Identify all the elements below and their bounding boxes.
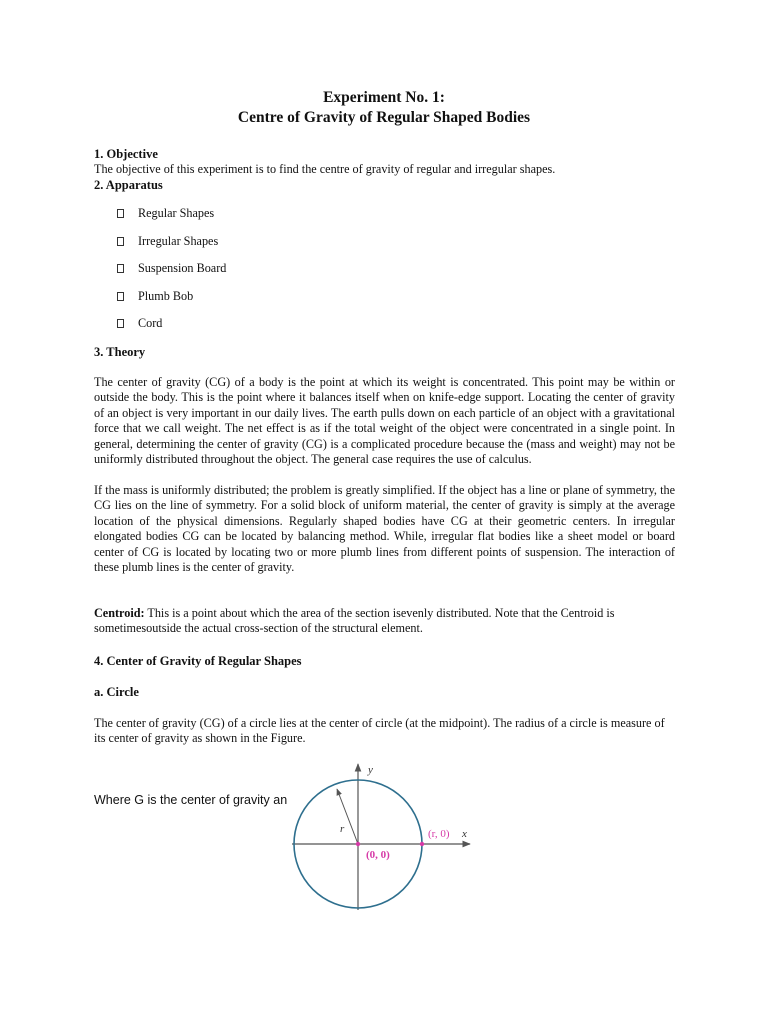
circle-figure [288, 758, 478, 918]
apparatus-item [117, 234, 218, 249]
circle-subheading: a. Circle [94, 685, 139, 699]
title-line-2: Centre of Gravity of Regular Shaped Bodies [237, 109, 531, 126]
radius-label: r [340, 823, 345, 835]
apparatus-heading: 2. Apparatus [94, 178, 163, 192]
apparatus-item-label: Irregular Shapes [138, 234, 219, 248]
r0-point [420, 842, 424, 846]
origin-point [356, 842, 360, 846]
radius-arrow [337, 789, 358, 844]
where-text: Where G is the center of gravity an [94, 793, 288, 807]
apparatus-item-label: Regular Shapes [138, 206, 215, 220]
checkbox-glyph-icon [117, 209, 124, 218]
r0-point-label: (r, 0) [428, 828, 450, 840]
apparatus-item [117, 206, 214, 221]
apparatus-item [117, 261, 226, 276]
x-axis-label: x [462, 828, 467, 840]
origin-point-label: (0, 0) [366, 849, 390, 861]
theory-paragraph-2: If the mass is uniformly distributed; the problem is greatly simplified. If the object has a line or plane of symmetry, the CG lies on the line of symmetry. For a solid block of uniform material, the center of gravity is simply at the average location of the physical dimensions. Regularly shaped bodies have CG at their geometric centers. In irregular elongated bodies CG can be located by balancing method. While, irregular flat bodies like a sheet model or board center of CG is located by locating two or more plumb lines from different points of suspension. The interaction of these plumb lines is the center of gravity. [94, 483, 675, 575]
regular-shapes-heading: 4. Center of Gravity of Regular Shapes [94, 654, 302, 668]
centroid-text: This is a point about which the area of the section isevenly distributed. Note that the Centroid is sometimesoutside the actual cross-section of the structural element. [94, 606, 615, 636]
apparatus-item-label: Plumb Bob [138, 289, 194, 303]
apparatus-item-label: Cord [138, 316, 163, 330]
checkbox-glyph-icon [117, 319, 124, 328]
circle-text: The center of gravity (CG) of a circle lies at the center of circle (at the midpoint). The radius of a circle is measure of its center of gravity as shown in the Figure. [94, 716, 665, 746]
objective-text: The objective of this experiment is to find the centre of gravity of regular and irregular shapes. [94, 162, 556, 176]
centroid-label: Centroid: [94, 606, 145, 620]
apparatus-item [117, 289, 193, 304]
y-axis-label: y [368, 764, 373, 776]
objective-heading: 1. Objective [94, 147, 158, 161]
theory-heading: 3. Theory [94, 345, 146, 359]
checkbox-glyph-icon [117, 292, 124, 301]
checkbox-glyph-icon [117, 237, 124, 246]
apparatus-item-label: Suspension Board [138, 261, 227, 275]
title-line-1: Experiment No. 1: [323, 89, 445, 106]
centroid-paragraph [94, 606, 675, 637]
theory-paragraph-1: The center of gravity (CG) of a body is the point at which its weight is concentrated. This point may be within or outside the body. This is the point where it balances itself when on knife-edge support. Locating the center of gravity of an object is very important in our daily lives. The earth pulls down on each particle of an object with a gravitational force that we call weight. The net effect is as if the total weight of the object were concentrated in a single point. In general, determining the center of gravity (CG) is a complicated procedure because the (mass and weight) may not be uniformly distributed throughout the object. The general case requires the use of calculus. [94, 375, 675, 467]
apparatus-item [117, 316, 162, 331]
checkbox-glyph-icon [117, 264, 124, 273]
